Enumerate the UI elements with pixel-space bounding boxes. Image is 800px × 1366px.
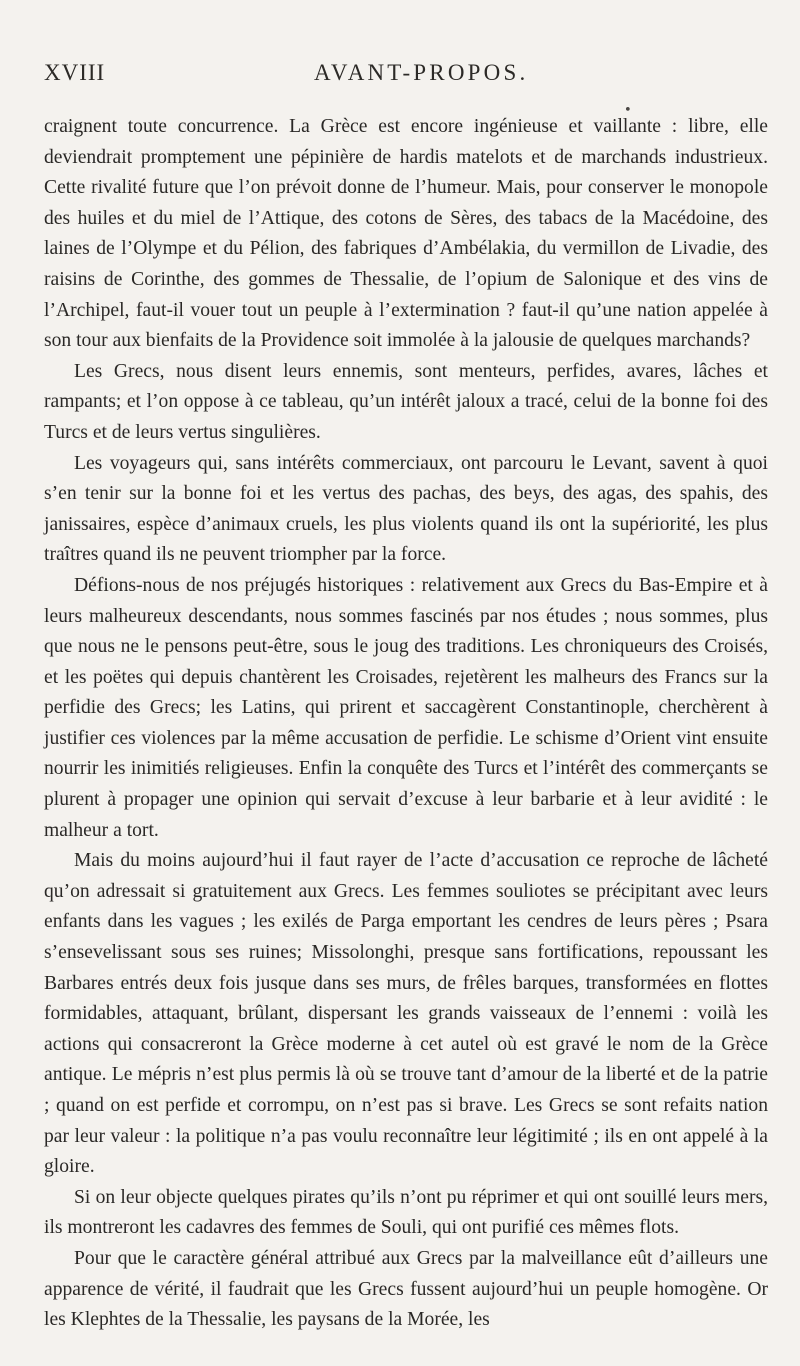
page-header bbox=[44, 60, 764, 94]
printer-mark: • bbox=[624, 103, 632, 118]
body-text bbox=[44, 112, 768, 1336]
running-title: AVANT-PROPOS. bbox=[314, 60, 529, 85]
page-number: XVIII bbox=[44, 60, 106, 85]
paragraph: Pour que le caractère général attribué aux Grecs par la malveillance eût d’ailleurs une apparence de vérité, il faudrait que les Grecs fussent aujourd’hui un peuple homogène. Or les Klephtes de la Thessalie, les paysans de la Morée, les bbox=[44, 1247, 768, 1331]
paragraph: Défions-nous de nos préjugés historiques : relativement aux Grecs du Bas-Empire et à leurs malheureux descendants, nous sommes fascinés par nos études ; nous sommes, plus que nous ne le pensons peut-être, sous le joug des traditions. Les chroniqueurs des Croisés, et les poëtes qui depuis chantèrent les Croisades, rejetèrent les malheurs des Francs sur la perfidie des Grecs; les Latins, qui prirent et saccagèrent Constantinople, cherchèrent à justifier ces violences par la même accusation de perfidie. Le schisme d’Orient vint ensuite nourrir les inimitiés religieuses. Enfin la conquête des Turcs et l’intérêt des commerçants se plurent à propager une opinion qui servait d’excuse à leur barbarie et à leur avidité : le malheur a tort. bbox=[44, 574, 768, 841]
paragraph: Si on leur objecte quelques pirates qu’ils n’ont pu réprimer et qui ont souillé leurs mers, ils montreront les cadavres des femmes de Souli, qui ont purifié ces mêmes flots. bbox=[44, 1186, 768, 1239]
paragraph: craignent toute concurrence. La Grèce est encore ingénieuse et vaillante : libre, elle deviendrait promptement une pépinière de hardis matelots et de marchands industrieux. Cette rivalité future que l’on prévoit donne de l’humeur. Mais, pour conserver le monopole des huiles et du miel de l’Attique, des cotons de Sères, des tabacs de la Macédoine, des laines de l’Olympe et du Pélion, des fabriques d’Ambélakia, du vermillon de Livadie, des raisins de Corinthe, des gommes de Thessalie, de l’opium de Salonique et des vins de l’Archipel, faut-il vouer tout un peuple à l’extermination ? faut-il qu’une nation appelée à son tour aux bienfaits de la Providence soit immolée à la jalousie de quelques marchands? bbox=[44, 116, 768, 352]
paragraph: Les Grecs, nous disent leurs ennemis, sont menteurs, perfides, avares, lâches et rampants; et l’on oppose à ce tableau, qu’un intérêt jaloux a tracé, celui de la bonne foi des Turcs et de leurs vertus singulières. bbox=[44, 360, 768, 443]
paragraph: Mais du moins aujourd’hui il faut rayer de l’acte d’accusation ce reproche de lâcheté qu’on adressait si gratuitement aux Grecs. Les femmes souliotes se précipitant avec leurs enfants dans les vagues ; les exilés de Parga emportant les cendres de leurs pères ; Psara s’ensevelissant sous ses ruines; Missolonghi, presque sans fortifications, repoussant les Barbares entrés deux fois jusque dans ses murs, de frêles barques, transformées en flottes formidables, attaquant, brûlant, dispersant les grands vaisseaux de l’ennemi : voilà les actions qui consacreront la Grèce moderne à cet autel où est gravé le nom de la Grèce antique. Le mépris n’est plus permis là où se trouve tant d’amour de la liberté et de la patrie ; quand on est perfide et corrompu, on n’est pas si brave. Les Grecs se sont refaits nation par leur valeur : la politique n’a pas voulu reconnaître leur légitimité ; ils en ont appelé à la gloire. bbox=[44, 850, 768, 1178]
paragraph: Les voyageurs qui, sans intérêts commerciaux, ont parcouru le Levant, savent à quoi s’en tenir sur la bonne foi et les vertus des pachas, des beys, des agas, des spahis, des janissaires, espèce d’animaux cruels, les plus violents quand ils ont la supériorité, les plus traîtres quand ils ne peuvent triompher par la force. bbox=[44, 452, 768, 566]
